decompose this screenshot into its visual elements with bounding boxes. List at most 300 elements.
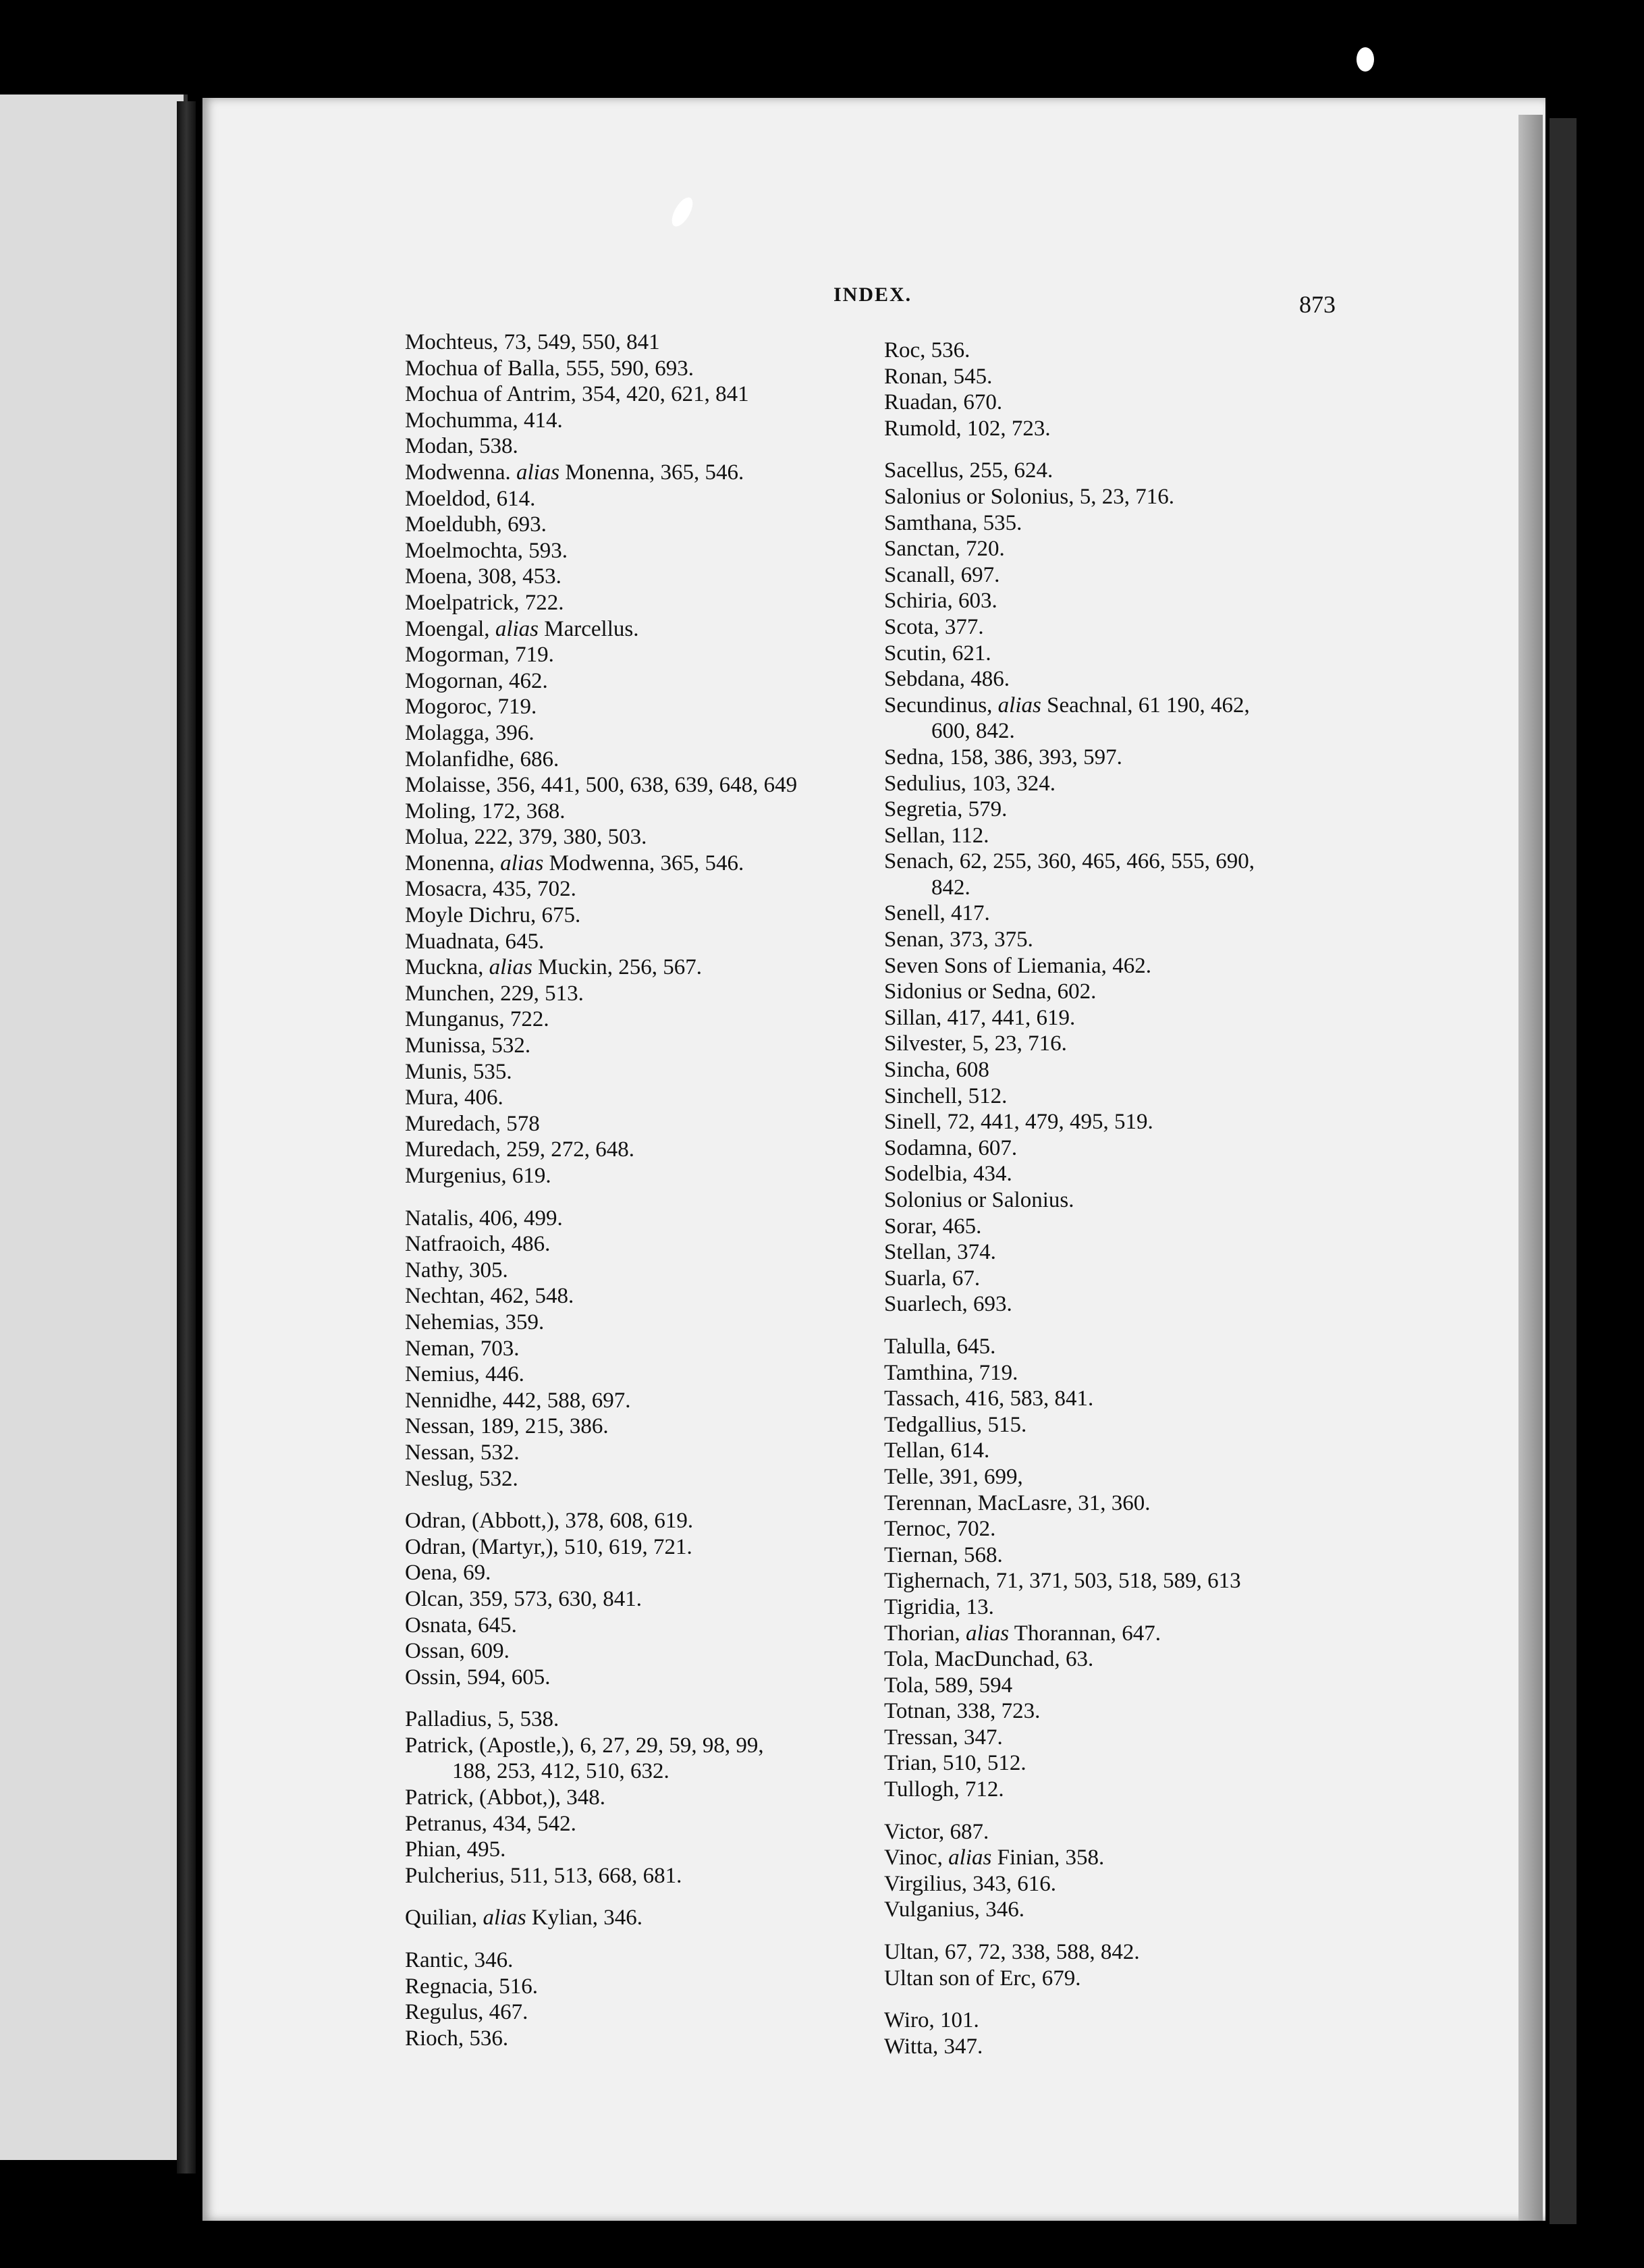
- entry-refs: 589, 594: [934, 1673, 1013, 1698]
- entry-name: Nennidhe,: [405, 1388, 503, 1413]
- entry-refs: 670.: [963, 390, 1003, 415]
- index-entry: [405, 1336, 877, 1362]
- entry-refs: 229, 513.: [500, 981, 584, 1006]
- index-entry: [884, 1464, 1357, 1490]
- entry-refs: 614.: [950, 1438, 990, 1463]
- entry-refs: 359.: [505, 1310, 545, 1334]
- entry-name: Terennan, MacLasre,: [884, 1490, 1078, 1515]
- index-entry: [405, 564, 877, 590]
- entry-refs: 5, 538.: [497, 1707, 559, 1732]
- entry-refs: 511, 513, 668, 681.: [510, 1863, 682, 1888]
- entry-name: Mura,: [405, 1085, 464, 1110]
- entry-name: Sanctan,: [884, 537, 966, 562]
- index-entry: [884, 389, 1357, 416]
- index-entry: [884, 1334, 1357, 1360]
- entry-refs: 346.: [985, 1897, 1024, 1922]
- entry-name: Munganus,: [405, 1007, 510, 1032]
- index-entry: [405, 1137, 877, 1163]
- entry-name: Rumold,: [884, 416, 967, 441]
- entry-refs: 532.: [479, 1466, 518, 1491]
- index-entry-continuation: 842.: [931, 875, 970, 900]
- entry-refs: 414.: [523, 408, 563, 433]
- index-entry: [884, 745, 1357, 771]
- index-entry: [884, 1673, 1357, 1699]
- entry-name: Scota,: [884, 614, 945, 639]
- entry-name: Segretia,: [884, 797, 968, 822]
- entry-refs: 712.: [964, 1777, 1004, 1802]
- entry-name: Molanfidhe,: [405, 747, 520, 772]
- entry-refs: Finian, 358.: [991, 1845, 1105, 1870]
- index-entry: Solonius or Salonius.: [884, 1188, 1074, 1212]
- index-entry: [884, 693, 1357, 719]
- index-entry: [405, 1733, 877, 1759]
- entry-refs: 112.: [950, 823, 989, 848]
- index-entry: [405, 329, 877, 356]
- entry-refs: 722.: [510, 1007, 549, 1032]
- entry-refs: 69.: [463, 1561, 491, 1586]
- entry-refs: 516.: [499, 1974, 539, 1999]
- entry-name: Moeldod,: [405, 486, 497, 511]
- index-entry: [884, 1750, 1357, 1777]
- entry-refs: 467.: [489, 2000, 528, 2025]
- entry-name: Sinell,: [884, 1110, 948, 1135]
- entry-refs: 348.: [566, 1785, 605, 1810]
- index-entry: [884, 1819, 1357, 1845]
- entry-name: Nessan,: [405, 1440, 481, 1465]
- entry-refs: 512.: [968, 1083, 1008, 1108]
- index-entry: [884, 1360, 1357, 1386]
- index-entry: [884, 562, 1357, 589]
- entry-name: Tiernan,: [884, 1542, 964, 1567]
- index-entry: [405, 538, 877, 564]
- index-entry: [884, 1777, 1357, 1803]
- entry-name: Senell,: [884, 901, 951, 926]
- entry-refs: 719.: [515, 643, 554, 668]
- entry-name: Sorar,: [884, 1214, 943, 1239]
- entry-name: Salonius or Solonius,: [884, 484, 1080, 509]
- entry-refs: 305.: [469, 1258, 508, 1282]
- entry-refs: 545.: [953, 364, 993, 389]
- book-outer-edge: [1550, 118, 1577, 2224]
- entry-refs: 63.: [1065, 1647, 1094, 1672]
- index-entry: [405, 850, 877, 877]
- index-entry: [405, 433, 877, 460]
- entry-name: Munchen,: [405, 981, 501, 1006]
- entry-refs: Seachnal, 61 190, 462,: [1041, 693, 1250, 718]
- index-entry: [405, 876, 877, 902]
- entry-refs: 72, 441, 479, 495, 519.: [947, 1110, 1153, 1135]
- entry-name: Nehemias,: [405, 1310, 505, 1334]
- entry-name: Telle,: [884, 1464, 939, 1489]
- index-entry: [884, 1031, 1357, 1057]
- entry-refs: 614.: [496, 486, 536, 511]
- entry-name: Muredach,: [405, 1111, 507, 1136]
- entry-name: Mochua of Antrim,: [405, 382, 582, 407]
- entry-name: Ultan,: [884, 1940, 945, 1965]
- entry-name: Moengal,: [405, 616, 495, 641]
- entry-name: Sodamna,: [884, 1135, 979, 1160]
- index-entry: [405, 1560, 877, 1586]
- index-entry: [405, 902, 877, 929]
- index-entry: [884, 338, 1357, 364]
- entry-name: Modwenna.: [405, 460, 516, 485]
- entry-name: Palladius,: [405, 1707, 498, 1732]
- entry-name: Suarlech,: [884, 1292, 973, 1317]
- index-entry: [884, 1871, 1357, 1897]
- entry-refs: 608: [956, 1058, 989, 1083]
- index-entry: [884, 1966, 1357, 1992]
- index-entry: [884, 1135, 1357, 1162]
- entry-refs: 259, 272, 648.: [506, 1137, 635, 1162]
- index-entry: [884, 1897, 1357, 1923]
- entry-name: Ossan,: [405, 1639, 471, 1664]
- index-entry: [884, 1057, 1357, 1083]
- facing-page-edge: [0, 94, 188, 2160]
- entry-refs: 434.: [972, 1162, 1012, 1187]
- index-entry: [884, 1438, 1357, 1464]
- entry-name: Suarla,: [884, 1266, 952, 1291]
- entry-name: Schiria,: [884, 589, 958, 614]
- entry-alias: alias: [495, 616, 539, 641]
- index-entry: [405, 1508, 877, 1534]
- entry-refs: 607.: [978, 1135, 1018, 1160]
- entry-name: Odran, (Martyr,),: [405, 1534, 565, 1559]
- entry-refs: 703.: [480, 1336, 520, 1361]
- entry-name: Nemius,: [405, 1362, 486, 1387]
- entry-alias: alias: [500, 850, 544, 875]
- index-entry: [405, 1586, 877, 1613]
- entry-name: Samthana,: [884, 510, 983, 535]
- index-entry: [405, 408, 877, 434]
- entry-refs: 532.: [480, 1440, 520, 1465]
- entry-refs: 416, 583, 841.: [965, 1386, 1094, 1411]
- index-entry: [405, 668, 877, 695]
- page-number: 873: [1299, 291, 1336, 318]
- entry-name: Tassach,: [884, 1386, 966, 1411]
- entry-refs: 343, 616.: [972, 1871, 1057, 1896]
- entry-name: Regnacia,: [405, 1974, 499, 1999]
- index-entry: [884, 1109, 1357, 1135]
- index-entry: [884, 416, 1357, 442]
- entry-name: Osnata,: [405, 1613, 478, 1638]
- entry-name: Vulganius,: [884, 1897, 986, 1922]
- index-entry: [884, 588, 1357, 614]
- entry-name: Muredach,: [405, 1137, 507, 1162]
- index-entry: [884, 1214, 1357, 1240]
- entry-name: Senach,: [884, 849, 960, 874]
- entry-refs: 67, 72, 338, 588, 842.: [944, 1940, 1140, 1965]
- entry-refs: 486.: [511, 1232, 551, 1257]
- entry-refs: 434, 542.: [493, 1811, 576, 1836]
- index-entry: [405, 590, 877, 616]
- index-column-right: [884, 338, 1357, 2059]
- entry-refs: 535.: [983, 510, 1022, 535]
- entry-refs: Marcellus.: [539, 616, 639, 641]
- entry-refs: 536.: [469, 2026, 509, 2051]
- entry-refs: 378, 608, 619.: [565, 1509, 694, 1534]
- entry-refs: 406.: [464, 1085, 503, 1110]
- entry-name: Ruadan,: [884, 390, 964, 415]
- index-entry: [884, 1161, 1357, 1187]
- entry-name: Molua,: [405, 825, 474, 850]
- entry-refs: 346.: [474, 1948, 514, 1973]
- index-entry: [884, 953, 1357, 979]
- index-entry: [405, 720, 877, 747]
- entry-refs: 722.: [524, 590, 564, 615]
- entry-refs: Monenna, 365, 546.: [559, 460, 744, 485]
- index-entry: [884, 900, 1357, 927]
- entry-name: Patrick, (Abbot,),: [405, 1785, 567, 1810]
- entry-alias: alias: [997, 693, 1041, 718]
- index-entry: [405, 981, 877, 1007]
- index-entry: [405, 747, 877, 773]
- entry-name: Mochumma,: [405, 408, 524, 433]
- entry-name: Scanall,: [884, 562, 961, 587]
- entry-name: Mogorman,: [405, 643, 516, 668]
- entry-refs: 102, 723.: [966, 416, 1051, 441]
- entry-refs: 609.: [470, 1639, 510, 1664]
- entry-alias: alias: [948, 1845, 992, 1870]
- entry-alias: alias: [965, 1621, 1010, 1646]
- entry-refs: 347.: [943, 2034, 983, 2059]
- entry-refs: 417, 441, 619.: [947, 1005, 1076, 1030]
- entry-refs: 373, 375.: [950, 927, 1033, 952]
- entry-refs: 536.: [931, 338, 970, 362]
- entry-name: Ossin,: [405, 1665, 467, 1690]
- index-entry: [405, 356, 877, 382]
- index-entry: [884, 510, 1357, 537]
- index-entry: [884, 1939, 1357, 1966]
- entry-name: Tullogh,: [884, 1777, 965, 1802]
- entry-name: Sodelbia,: [884, 1162, 973, 1187]
- index-entry: [405, 1613, 877, 1639]
- index-entry: [405, 460, 877, 486]
- index-entry: [884, 927, 1357, 953]
- index-entry: [884, 796, 1357, 823]
- entry-refs: 645.: [505, 929, 545, 954]
- index-entry: [884, 1516, 1357, 1542]
- entry-refs: 67.: [952, 1266, 981, 1291]
- index-entry: [405, 1999, 877, 2026]
- entry-name: Oena,: [405, 1561, 464, 1586]
- entry-name: Moena,: [405, 564, 478, 589]
- index-entry: [405, 1863, 877, 1889]
- index-entry-continuation: 188, 253, 412, 510, 632.: [452, 1759, 669, 1784]
- entry-refs: 435, 702.: [493, 877, 576, 902]
- index-entry: [405, 1413, 877, 1440]
- entry-refs: 495.: [466, 1837, 506, 1862]
- index-entry: [884, 771, 1357, 797]
- entry-refs: 101.: [939, 2008, 979, 2033]
- entry-refs: 354, 420, 621, 841: [582, 382, 749, 407]
- entry-name: Tigridia,: [884, 1594, 966, 1619]
- index-entry: [405, 2026, 877, 2052]
- index-entry: [884, 979, 1357, 1005]
- entry-name: Nessan,: [405, 1414, 481, 1439]
- entry-name: Sincha,: [884, 1058, 956, 1083]
- index-entry: [405, 824, 877, 850]
- entry-refs: 222, 379, 380, 503.: [474, 825, 647, 850]
- entry-name: Murgenius,: [405, 1164, 512, 1188]
- entry-name: Moling,: [405, 799, 482, 824]
- entry-name: Tola,: [884, 1673, 935, 1698]
- entry-refs: 720.: [965, 537, 1005, 562]
- entry-refs: 396.: [495, 720, 535, 745]
- index-entry: [405, 694, 877, 720]
- entry-name: Trian,: [884, 1751, 943, 1776]
- entry-refs: 510, 512.: [942, 1751, 1026, 1776]
- entry-name: Olcan,: [405, 1586, 470, 1611]
- index-entry: [405, 799, 877, 825]
- entry-refs: 538.: [479, 434, 518, 459]
- index-entry: [405, 642, 877, 668]
- entry-refs: 697.: [960, 562, 1000, 587]
- index-column-left: [405, 329, 877, 2051]
- entry-name: Moelpatrick,: [405, 590, 525, 615]
- entry-name: Senan,: [884, 927, 950, 952]
- entry-refs: 645.: [478, 1613, 517, 1638]
- entry-refs: 377.: [944, 614, 984, 639]
- index-entry: [884, 823, 1357, 849]
- index-entry: [884, 1412, 1357, 1438]
- index-entry: [884, 1291, 1357, 1318]
- index-entry: [405, 1111, 877, 1137]
- entry-name: Pulcherius,: [405, 1863, 510, 1888]
- index-entry: [884, 1005, 1357, 1031]
- entry-refs: 619.: [512, 1164, 551, 1188]
- entry-name: Ternoc,: [884, 1517, 957, 1542]
- entry-refs: 73, 549, 550, 841: [503, 330, 660, 354]
- entry-refs: 532.: [491, 1033, 531, 1058]
- entry-name: Regulus,: [405, 2000, 489, 2025]
- entry-refs: Modwenna, 365, 546.: [543, 850, 744, 875]
- index-entry: [405, 1905, 877, 1931]
- index-entry: [405, 1283, 877, 1310]
- entry-refs: Kylian, 346.: [526, 1906, 642, 1931]
- entry-refs: Muckin, 256, 567.: [532, 955, 702, 980]
- index-entry: [405, 954, 877, 981]
- entry-refs: 719.: [979, 1360, 1018, 1385]
- index-entry: [884, 1646, 1357, 1673]
- entry-refs: 356, 441, 500, 638, 639, 648, 649: [496, 773, 798, 798]
- entry-refs: 71, 371, 503, 518, 589, 613: [995, 1569, 1241, 1594]
- entry-name: Tamthina,: [884, 1360, 979, 1385]
- index-entry: [884, 364, 1357, 390]
- entry-refs: 593.: [528, 538, 568, 563]
- entry-name: Mogornan,: [405, 668, 509, 693]
- entry-name: Muckna,: [405, 955, 489, 980]
- entry-name: Virgilius,: [884, 1871, 973, 1896]
- entry-refs: 189, 215, 386.: [480, 1414, 609, 1439]
- entry-name: Stellan,: [884, 1240, 958, 1265]
- entry-name: Witta,: [884, 2034, 944, 2059]
- index-entry: [405, 381, 877, 408]
- index-entry: [405, 1706, 877, 1733]
- entry-name: Secundinus,: [884, 693, 998, 718]
- index-entry: [884, 1542, 1357, 1569]
- index-entry: [884, 536, 1357, 562]
- entry-name: Molaisse,: [405, 773, 497, 798]
- entry-name: Vinoc,: [884, 1845, 949, 1870]
- entry-name: Munis,: [405, 1059, 473, 1084]
- entry-name: Tola, MacDunchad,: [884, 1647, 1066, 1672]
- index-entry: [405, 772, 877, 799]
- entry-name: Petranus,: [405, 1811, 493, 1836]
- entry-name: Molagga,: [405, 720, 495, 745]
- entry-name: Sidonius or Sedna,: [884, 979, 1058, 1004]
- index-entry: [405, 1361, 877, 1388]
- entry-name: Wiro,: [884, 2008, 940, 2033]
- index-entry: [884, 458, 1357, 484]
- entry-name: Victor,: [884, 1819, 950, 1844]
- entry-name: Mosacra,: [405, 877, 493, 902]
- entry-refs: 462.: [508, 668, 548, 693]
- running-head: INDEX.: [833, 284, 912, 306]
- entry-refs: 510, 619, 721.: [564, 1534, 692, 1559]
- entry-name: Thorian,: [884, 1621, 966, 1646]
- entry-refs: 462, 548.: [490, 1284, 574, 1309]
- entry-name: Tighernach,: [884, 1569, 996, 1594]
- index-entry: [405, 1033, 877, 1059]
- entry-name: Mogoroc,: [405, 695, 498, 720]
- entry-name: Modan,: [405, 434, 479, 459]
- entry-refs: 594, 605.: [466, 1665, 551, 1690]
- entry-refs: 374.: [957, 1240, 996, 1265]
- index-entry: [884, 1725, 1357, 1751]
- index-entry: [405, 1785, 877, 1811]
- index-entry: [405, 1947, 877, 1974]
- index-entry: [405, 1006, 877, 1033]
- index-entry: [405, 1163, 877, 1189]
- entry-refs: 578: [506, 1111, 540, 1136]
- entry-alias: alias: [516, 460, 560, 485]
- entry-refs: 621.: [952, 641, 991, 666]
- entry-name: Scutin,: [884, 641, 952, 666]
- entry-refs: 555, 590, 693.: [566, 356, 694, 381]
- entry-refs: 172, 368.: [481, 799, 566, 824]
- entry-refs: 719.: [497, 695, 537, 720]
- index-entry: [405, 1811, 877, 1837]
- index-entry: [405, 1310, 877, 1336]
- entry-name: Moyle Dichru,: [405, 903, 542, 928]
- entry-refs: 338, 723.: [956, 1699, 1041, 1724]
- entry-refs: 13.: [966, 1594, 994, 1619]
- index-entry: [405, 1206, 877, 1232]
- index-entry: [884, 2007, 1357, 2034]
- entry-refs: 417.: [950, 901, 990, 926]
- entry-refs: 347.: [963, 1725, 1003, 1750]
- entry-refs: 579.: [968, 797, 1008, 822]
- index-entry: [884, 1621, 1357, 1647]
- entry-name: Quilian,: [405, 1906, 483, 1931]
- index-entry: [405, 1534, 877, 1561]
- entry-refs: 515.: [987, 1412, 1027, 1437]
- entry-refs: 645.: [956, 1334, 996, 1359]
- entry-name: Neman,: [405, 1336, 481, 1361]
- entry-refs: 442, 588, 697.: [502, 1388, 631, 1413]
- entry-name: Mochteus,: [405, 330, 504, 354]
- index-entry: [884, 1239, 1357, 1266]
- entry-refs: 462.: [1112, 953, 1151, 978]
- entry-name: Mochua of Balla,: [405, 356, 566, 381]
- entry-refs: 568.: [963, 1542, 1003, 1567]
- entry-refs: 446.: [485, 1362, 524, 1387]
- index-entry: [405, 1258, 877, 1284]
- index-entry: [884, 1386, 1357, 1412]
- index-entry: [884, 1698, 1357, 1725]
- index-entry: [884, 484, 1357, 510]
- entry-name: Moelmochta,: [405, 538, 529, 563]
